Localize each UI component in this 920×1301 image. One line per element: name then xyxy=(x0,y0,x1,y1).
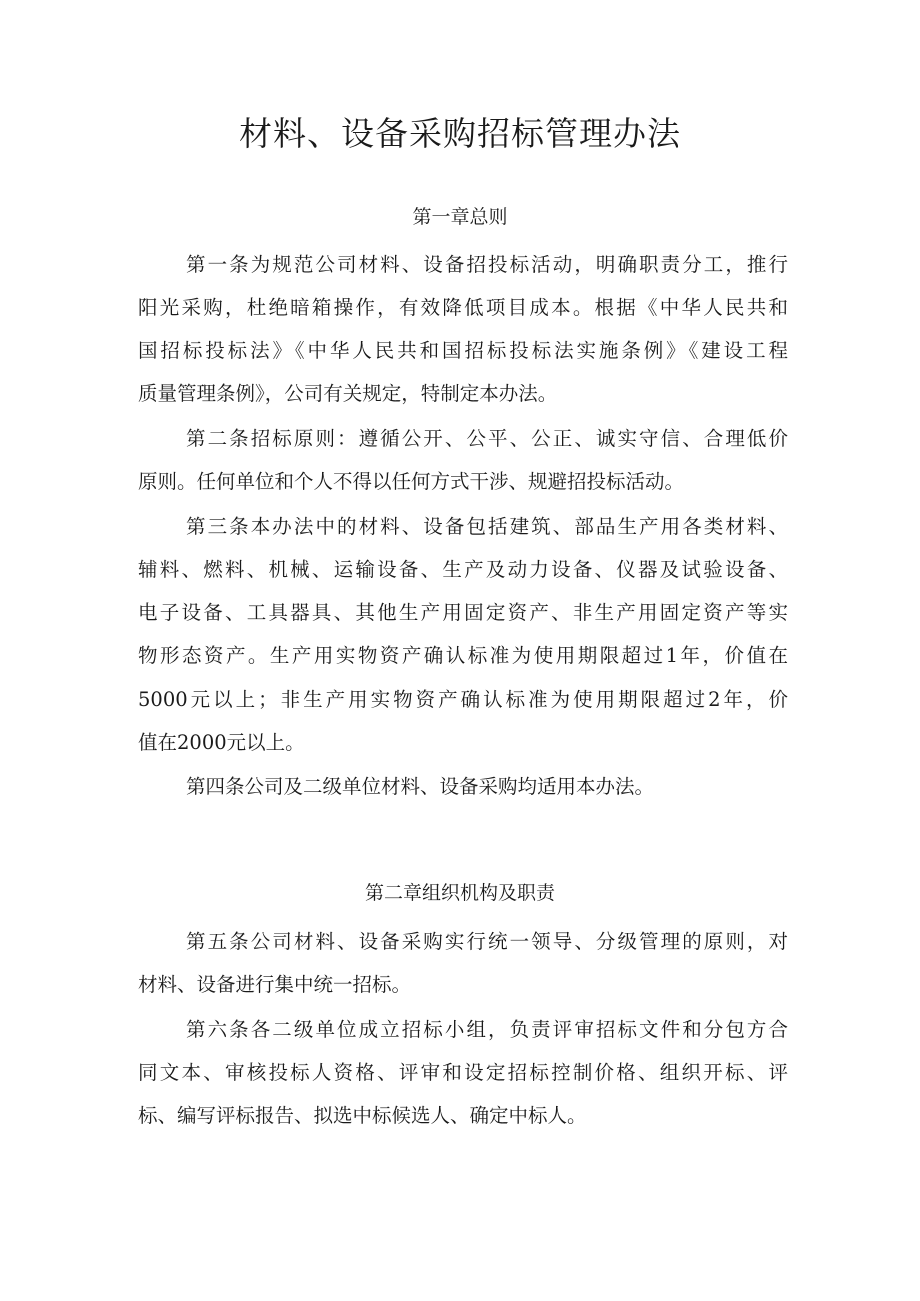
article-5-line: 第五条公司材料、设备采购实行统一领导、分级管理的原则，对 xyxy=(186,930,788,953)
article-1-line: 质量管理条例》，公司有关规定，特制定本办法。 xyxy=(138,382,558,405)
article-1-line: 阳光采购，杜绝暗箱操作，有效降低项目成本。根据《中华人民共和 xyxy=(138,296,788,319)
article-3-line: 第三条本办法中的材料、设备包括建筑、部品生产用各类材料、 xyxy=(186,515,788,538)
article-6-line: 同文本、审核投标人资格、评审和设定招标控制价格、组织开标、评 xyxy=(138,1061,788,1084)
article-3-line: 物形态资产。生产用实物资产确认标准为使用期限超过1年，价值在 xyxy=(138,644,788,667)
article-3-line: 辅料、燃料、机械、运输设备、生产及动力设备、仪器及试验设备、 xyxy=(138,558,788,581)
chapter-1-heading: 第一章总则 xyxy=(412,206,508,228)
article-2-line: 第二条招标原则：遵循公开、公平、公正、诚实守信、合理低价 xyxy=(186,427,788,450)
article-2-line: 原则。任何单位和个人不得以任何方式干涉、规避招投标活动。 xyxy=(138,470,685,493)
article-3-line: 5000元以上；非生产用实物资产确认标准为使用期限超过2年，价 xyxy=(138,688,788,711)
article-1-line: 第一条为规范公司材料、设备招投标活动，明确职责分工，推行 xyxy=(186,253,788,276)
article-5-line: 材料、设备进行集中统一招标。 xyxy=(138,973,412,996)
chapter-2-heading: 第二章组织机构及职责 xyxy=(364,882,555,904)
document-title: 材料、设备采购招标管理办法 xyxy=(239,114,681,153)
article-3-line: 电子设备、工具器具、其他生产用固定资产、非生产用固定资产等实 xyxy=(138,601,788,624)
article-6-line: 第六条各二级单位成立招标小组，负责评审招标文件和分包方合 xyxy=(186,1018,788,1041)
article-3-line: 值在2000元以上。 xyxy=(138,731,305,754)
article-4-line: 第四条公司及二级单位材料、设备采购均适用本办法。 xyxy=(186,775,655,798)
article-1-line: 国招标投标法》《中华人民共和国招标投标法实施条例》《建设工程 xyxy=(138,339,788,362)
article-6-line: 标、编写评标报告、拟选中标候选人、确定中标人。 xyxy=(138,1104,587,1127)
